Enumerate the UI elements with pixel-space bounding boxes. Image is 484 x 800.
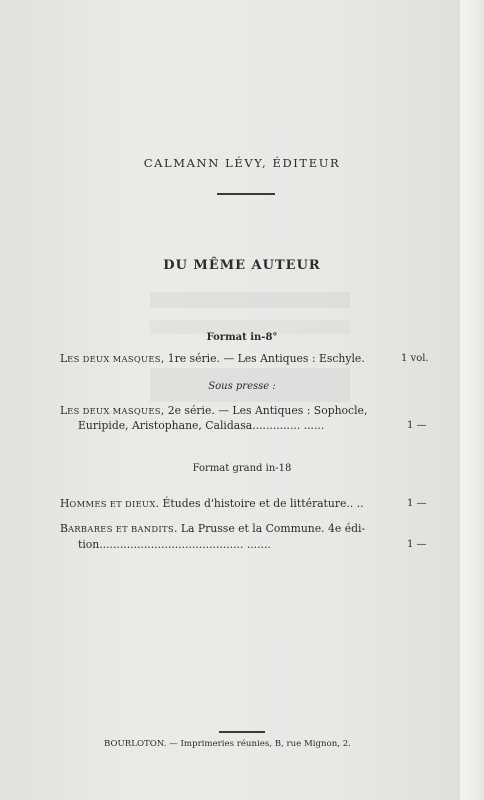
book-entry-deux-masques-1 <box>60 352 365 365</box>
entry-title: ES DEUX MASQUES <box>67 354 161 364</box>
entry-text: . La Prusse et la Commune. 4e édi- <box>173 522 366 535</box>
printer-rule <box>219 731 265 733</box>
section-title: DU MÊME AUTEUR <box>163 258 321 273</box>
book-entry-barbares-et-bandits <box>60 522 365 535</box>
volume-count: 1 vol. <box>401 353 429 364</box>
page-edge <box>460 0 484 800</box>
entry-title-initial: L <box>60 404 68 417</box>
entry-title: ES DEUX MASQUES <box>67 406 161 416</box>
entry-title: OMMES ET DIEUX <box>69 499 156 509</box>
publisher-heading: CALMANN LÉVY, ÉDITEUR <box>143 156 341 170</box>
volume-count: 1 — <box>407 498 427 509</box>
format-in8-heading: Format in-8° <box>206 332 278 343</box>
book-entry-hommes-et-dieux <box>60 497 364 510</box>
book-entry-continuation: tion.......................................... ....... <box>78 538 271 551</box>
printer-imprint: BOURLOTON. — Imprimeries réunies, B, rue Mignon, 2. <box>104 739 351 749</box>
format-grand-heading: Format grand in-18 <box>192 463 292 474</box>
entry-title-initial: B <box>60 522 68 535</box>
entry-title-initial: H <box>60 497 70 510</box>
volume-count: 1 — <box>407 420 427 431</box>
entry-text: , 1re série. — Les Antiques : Eschyle. <box>160 352 365 365</box>
entry-title-initial: L <box>60 352 68 365</box>
sous-presse-heading: Sous presse : <box>208 381 276 392</box>
entry-text: , 2e série. — Les Antiques : Sophocle, <box>160 404 368 417</box>
show-through-artifact <box>150 292 350 308</box>
book-entry-deux-masques-2 <box>60 404 367 417</box>
entry-title: ARBARES ET BANDITS <box>67 524 174 534</box>
book-entry-continuation: Euripide, Aristophane, Calidasa.............. ...... <box>78 419 325 432</box>
entry-text: . Études d'histoire et de littérature.. .. <box>155 497 364 510</box>
volume-count: 1 — <box>407 539 427 550</box>
publisher-rule <box>217 193 275 195</box>
